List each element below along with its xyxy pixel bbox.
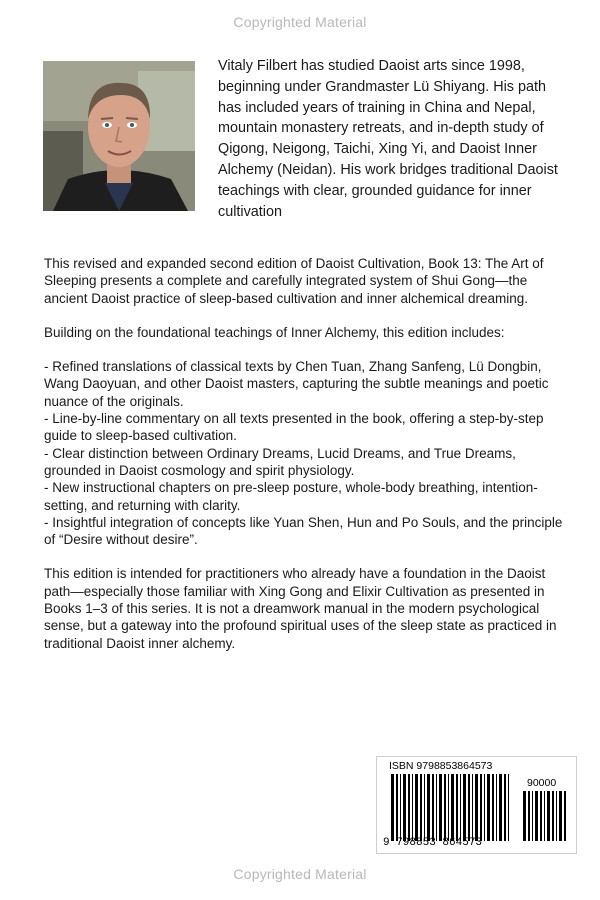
list-item: - Insightful integration of concepts like Yuan Shen, Hun and Po Souls, and the principle of “Desire without desire”.	[44, 514, 563, 548]
description-closing: This edition is intended for practitioners who already have a foundation in the Daoist path—especially those familiar with Xing Gong and Elixir Cultivation as presented in Books 1–3 of this series. It is not a dreamwork manual in the modern psychological sense, but a gateway into the profound spiritual uses of the sleep state as practiced in traditional Daoist inner alchemy.	[44, 566, 557, 651]
list-item: - New instructional chapters on pre-sleep posture, whole-body breathing, intention-setting, and returning with clarity.	[44, 480, 538, 513]
price-code: 90000	[527, 777, 557, 789]
author-bio: Vitaly Filbert has studied Daoist arts since 1998, beginning under Grandmaster Lü Shiyang. His path has included years of training in China and Nepal, mountain monastery retreats, and in-depth study of Qigong, Neigong, Taichi, Xing Yi, and Daoist Inner Alchemy (Neidan). His work bridges traditional Daoist teachings with clear, grounded guidance for inner cultivation	[218, 58, 558, 220]
ean-digits: 9 798853 864573	[383, 837, 483, 849]
list-item: - Line-by-line commentary on all texts presented in the book, offering a step-by-step guide to sleep-based cultivation.	[44, 411, 544, 444]
copyright-watermark-top: Copyrighted Material	[233, 14, 367, 30]
copyright-watermark-bottom: Copyrighted Material	[233, 866, 367, 882]
list-item: - Refined translations of classical texts by Chen Tuan, Zhang Sanfeng, Lü Dongbin, Wang Daoyuan, and other Daoist masters, capturing the subtle meanings and poetic nuance of the originals.	[44, 359, 549, 409]
author-portrait-icon	[43, 61, 195, 211]
isbn-barcode	[376, 756, 577, 854]
feature-list	[44, 358, 564, 548]
description-lead: Building on the foundational teachings of Inner Alchemy, this edition includes:	[44, 324, 505, 340]
author-photo	[43, 61, 195, 211]
book-description	[44, 255, 564, 652]
description-intro: This revised and expanded second edition of Daoist Cultivation, Book 13: The Art of Sleeping presents a complete and carefully integrated system of Shui Gong—the ancient Daoist practice of sleep-based cultivation and inner alchemical dreaming.	[44, 256, 544, 306]
list-item: - Clear distinction between Ordinary Dreams, Lucid Dreams, and True Dreams, grounded in Daoist cosmology and spirit physiology.	[44, 445, 516, 478]
isbn-label: ISBN 9798853864573	[389, 760, 493, 772]
